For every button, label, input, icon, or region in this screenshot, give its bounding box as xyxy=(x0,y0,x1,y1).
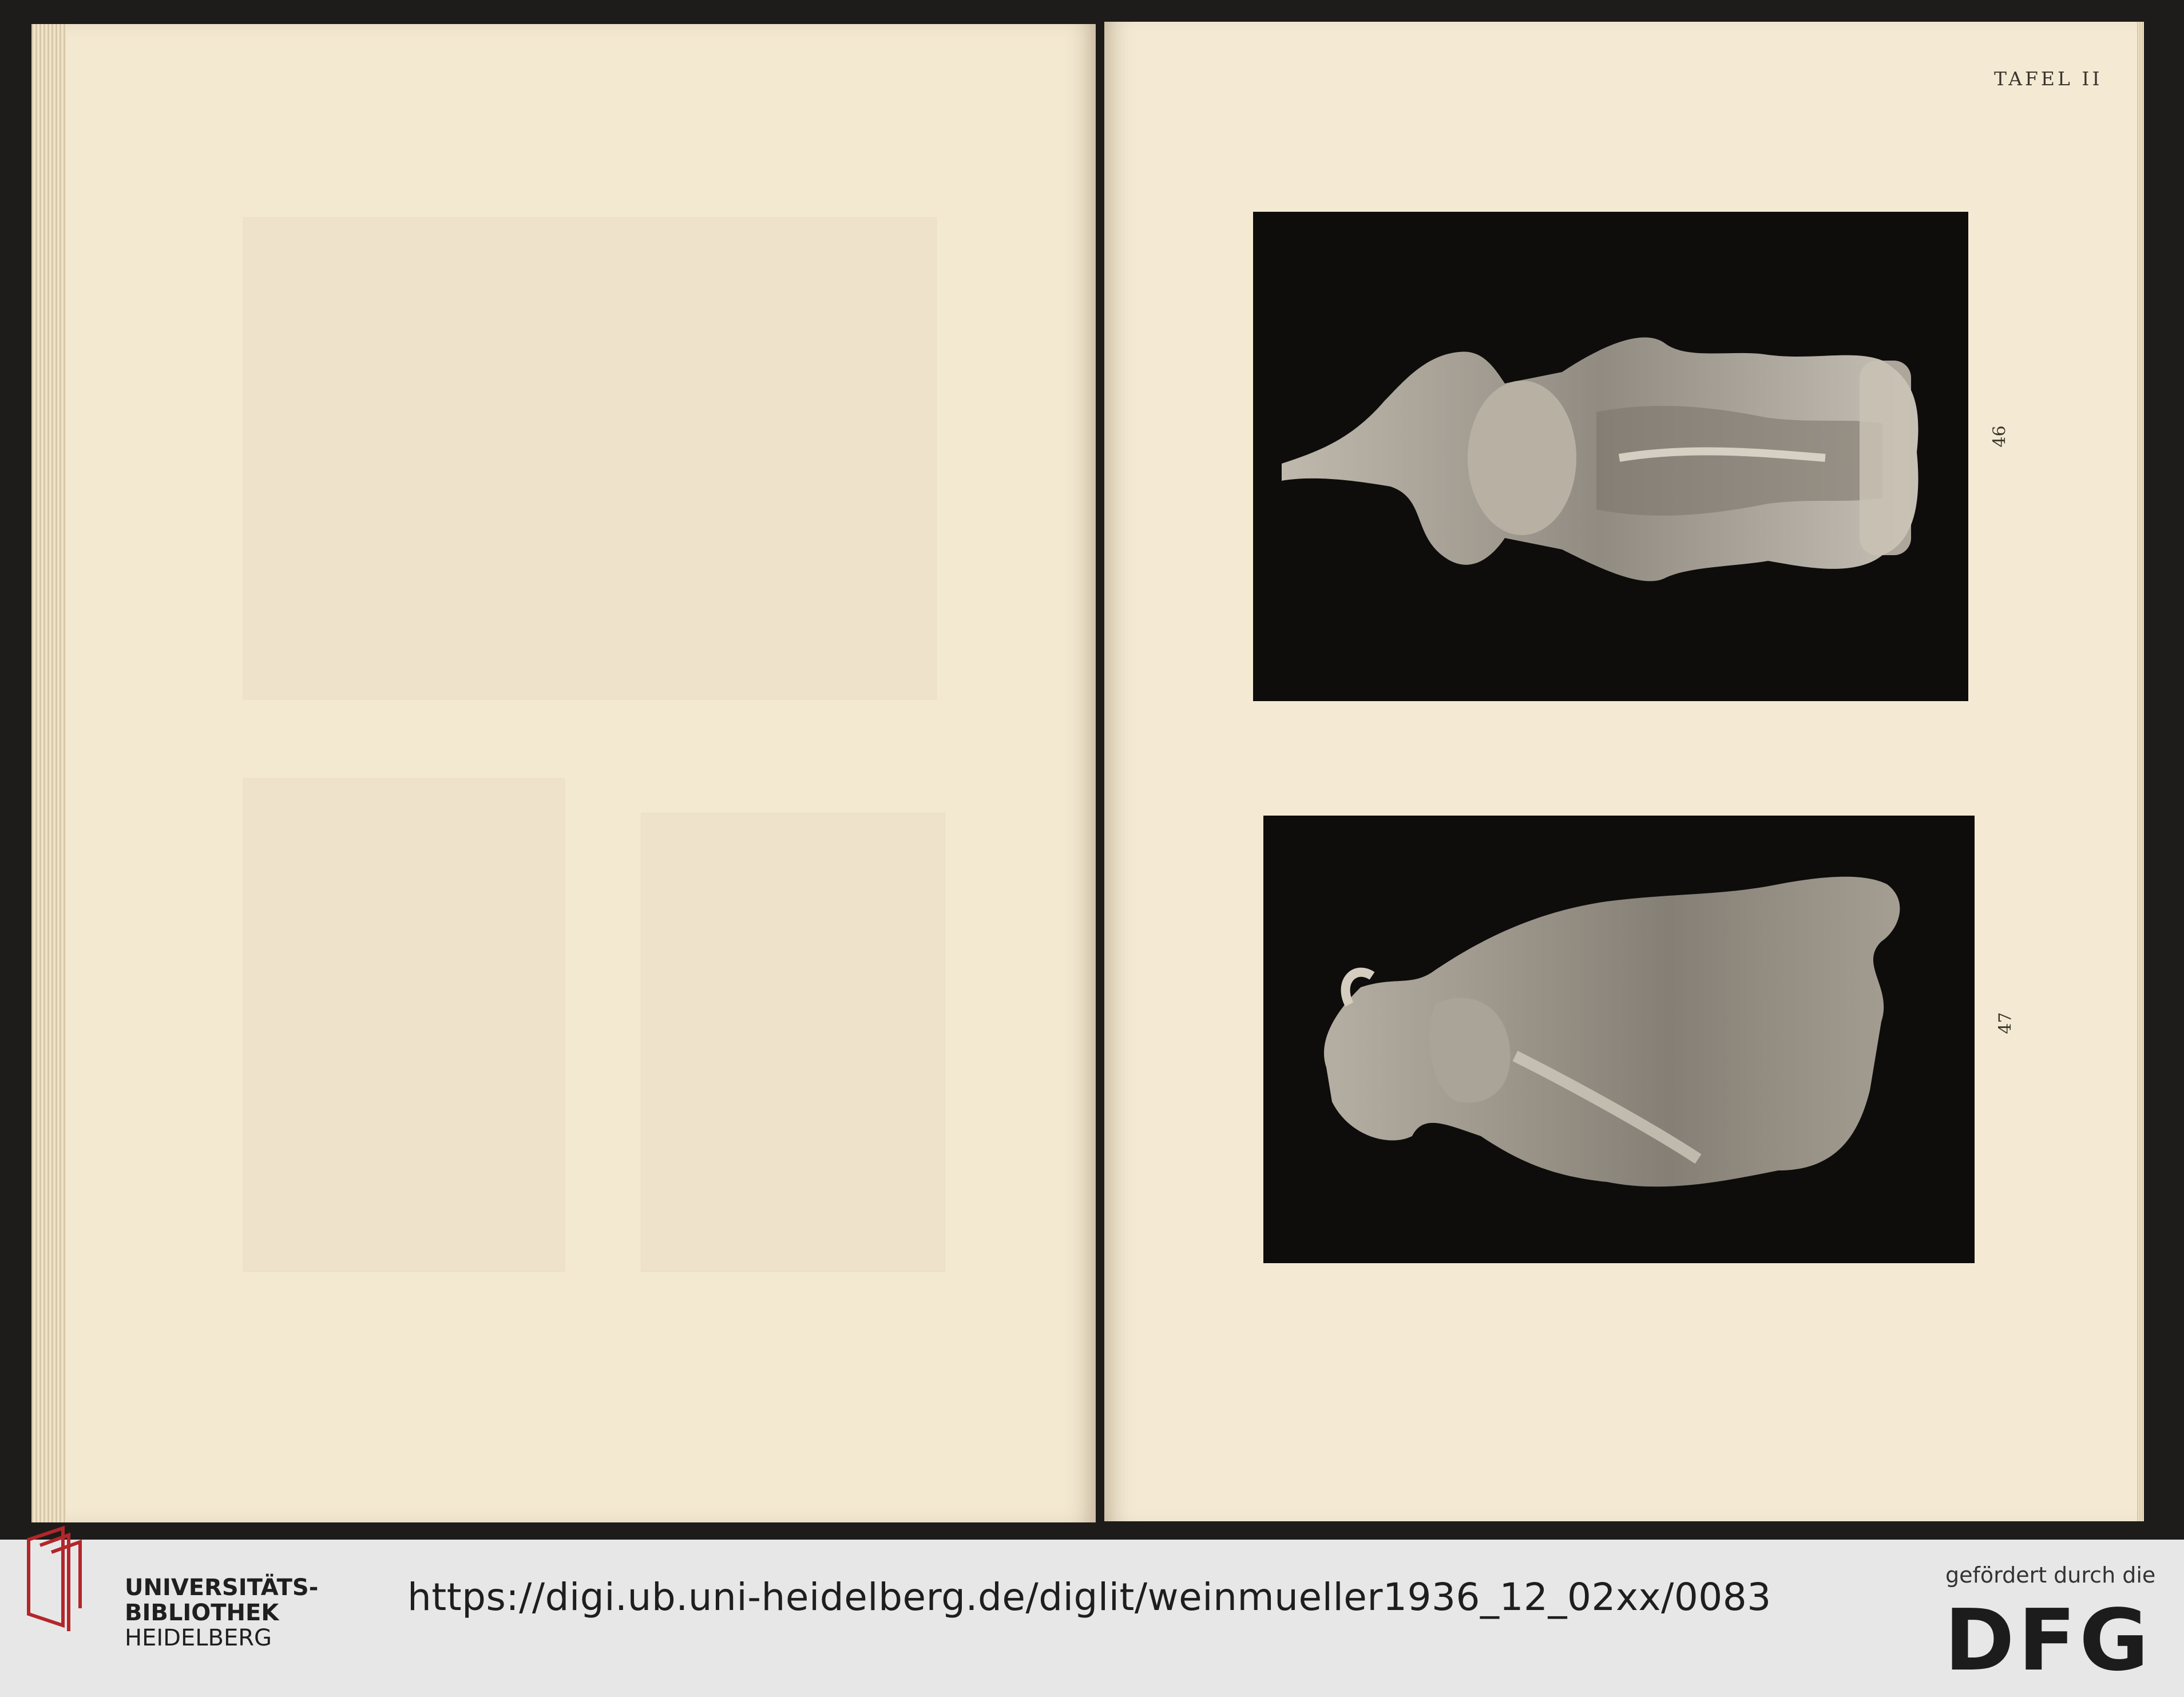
dfg-logo: DFG xyxy=(1944,1591,2153,1690)
institution-name-line3: HEIDELBERG xyxy=(125,1625,272,1651)
left-page-edges xyxy=(31,24,66,1522)
figure-47-number: 47 xyxy=(1995,1012,2016,1034)
institution-name-line2: BIBLIOTHEK xyxy=(125,1600,279,1626)
institution-name-line1: UNIVERSITÄTS- xyxy=(125,1575,319,1601)
figure-46-number: 46 xyxy=(1989,425,2010,448)
figure-46-sculpture-image xyxy=(1253,212,1968,701)
ub-heidelberg-logo-icon xyxy=(23,1522,114,1631)
right-page-edge xyxy=(2137,22,2144,1521)
permalink-url[interactable]: https://digi.ub.uni-heidelberg.de/diglit/weinmueller1936_12_02xx/0083 xyxy=(407,1575,1771,1619)
show-through-block-top xyxy=(243,217,937,699)
show-through-block-bottom-left xyxy=(243,778,565,1272)
figure-47-sculpture-image xyxy=(1263,816,1975,1263)
figure-46-photo xyxy=(1253,212,1968,701)
plate-label: TAFEL II xyxy=(1994,68,2103,90)
figure-47-photo xyxy=(1263,816,1975,1263)
funding-note: gefördert durch die xyxy=(1945,1562,2156,1588)
show-through-block-bottom-right xyxy=(641,813,945,1272)
